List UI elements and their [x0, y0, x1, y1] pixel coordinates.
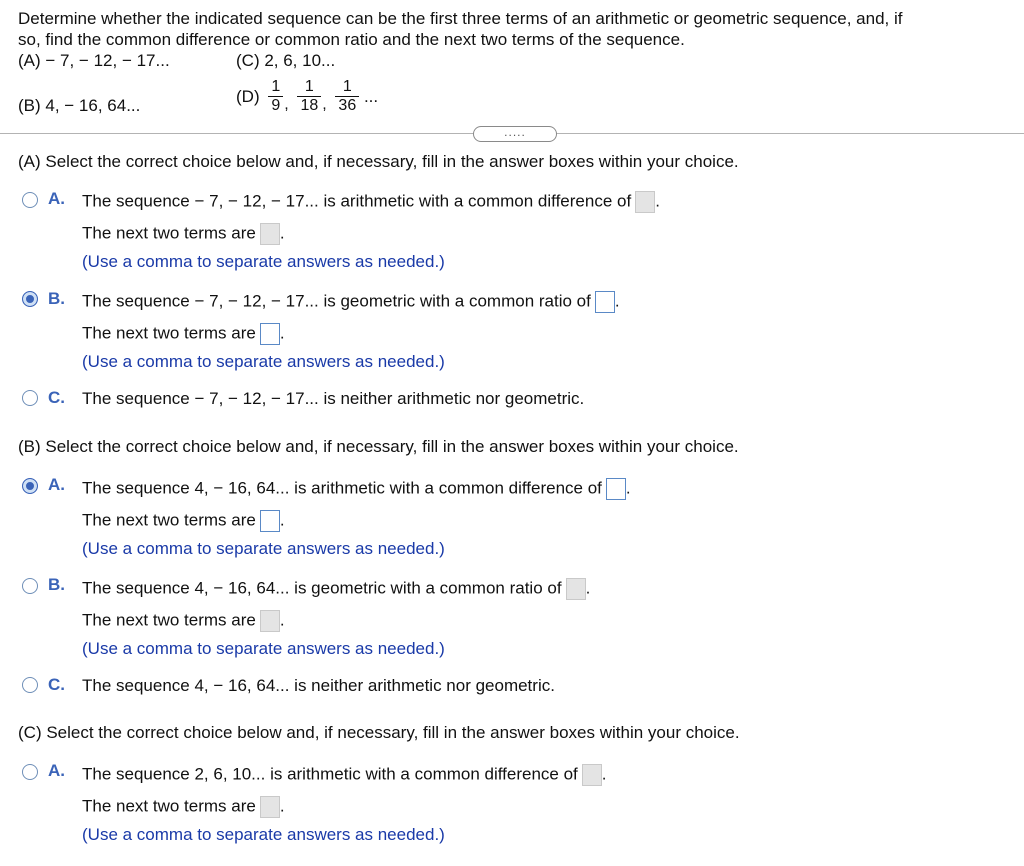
more-button[interactable]: .....: [473, 126, 557, 142]
problem-line-2: so, find the common difference or common ratio and the next two terms of the sequence.: [18, 30, 685, 49]
choice-text: The sequence − 7, − 12, − 17... is neither arithmetic nor geometric.: [82, 389, 585, 408]
choice-letter: C.: [48, 675, 65, 694]
answer-box[interactable]: [606, 478, 626, 500]
radio-part-b-choice-c[interactable]: [22, 677, 38, 693]
problem-line-1: Determine whether the indicated sequence can be the first three terms of an arithmetic or geometric sequence, and, if: [18, 9, 903, 28]
radio-part-b-choice-a[interactable]: [22, 478, 38, 494]
choice-letter: A.: [48, 189, 65, 208]
hint-text: (Use a comma to separate answers as needed.): [82, 252, 445, 271]
part-a-prompt: (A) Select the correct choice below and, if necessary, fill in the answer boxes within your choice.: [18, 152, 739, 171]
hint-text: (Use a comma to separate answers as needed.): [82, 825, 445, 844]
next-terms-line: The next two terms are .: [82, 510, 285, 532]
answer-box[interactable]: [260, 223, 280, 245]
choice-text: The sequence 2, 6, 10... is arithmetic with a common difference of .: [82, 764, 607, 786]
choice-letter: B.: [48, 575, 65, 594]
choice-text: The sequence − 7, − 12, − 17... is arithmetic with a common difference of .: [82, 191, 660, 213]
choice-letter: A.: [48, 475, 65, 494]
ellipsis: ...: [363, 87, 379, 106]
choice-text: The sequence 4, − 16, 64... is geometric with a common ratio of .: [82, 578, 590, 600]
answer-box[interactable]: [582, 764, 602, 786]
hint-text: (Use a comma to separate answers as needed.): [82, 639, 445, 658]
fraction-1-9: $\frac{1}{9}$: [268, 78, 283, 115]
choice-text: The sequence − 7, − 12, − 17... is geometric with a common ratio of .: [82, 291, 620, 313]
answer-box[interactable]: [635, 191, 655, 213]
next-terms-line: The next two terms are .: [82, 796, 285, 818]
choice-letter: C.: [48, 388, 65, 407]
part-c-prompt: (C) Select the correct choice below and, if necessary, fill in the answer boxes within your choice.: [18, 723, 740, 742]
answer-box[interactable]: [260, 796, 280, 818]
choice-letter: B.: [48, 289, 65, 308]
next-terms-line: The next two terms are .: [82, 223, 285, 245]
hint-text: (Use a comma to separate answers as needed.): [82, 539, 445, 558]
radio-part-b-choice-b[interactable]: [22, 578, 38, 594]
sequence-d-label: (D): [236, 87, 260, 106]
radio-part-a-choice-a[interactable]: [22, 192, 38, 208]
sequence-b: (B) 4, − 16, 64...: [18, 96, 141, 115]
sequence-a: (A) − 7, − 12, − 17...: [18, 51, 170, 70]
answer-box[interactable]: [595, 291, 615, 313]
radio-part-a-choice-b[interactable]: [22, 291, 38, 307]
sequence-d: (D) $\frac{1}{9}$ , $\frac{1}{18}$ , $\frac{1}{36}$ ...: [236, 78, 379, 114]
answer-box[interactable]: [260, 610, 280, 632]
fraction-1-36: $\frac{1}{36}$: [335, 78, 359, 115]
part-b-prompt: (B) Select the correct choice below and, if necessary, fill in the answer boxes within your choice.: [18, 437, 739, 456]
answer-box[interactable]: [566, 578, 586, 600]
choice-text: The sequence 4, − 16, 64... is arithmetic with a common difference of .: [82, 478, 631, 500]
hint-text: (Use a comma to separate answers as needed.): [82, 352, 445, 371]
next-terms-line: The next two terms are .: [82, 323, 285, 345]
choice-letter: A.: [48, 761, 65, 780]
sequence-c: (C) 2, 6, 10...: [236, 51, 336, 70]
radio-part-a-choice-c[interactable]: [22, 390, 38, 406]
radio-part-c-choice-a[interactable]: [22, 764, 38, 780]
answer-box[interactable]: [260, 323, 280, 345]
fraction-1-18: $\frac{1}{18}$: [297, 78, 321, 115]
choice-text: The sequence 4, − 16, 64... is neither arithmetic nor geometric.: [82, 676, 555, 695]
answer-box[interactable]: [260, 510, 280, 532]
next-terms-line: The next two terms are .: [82, 610, 285, 632]
